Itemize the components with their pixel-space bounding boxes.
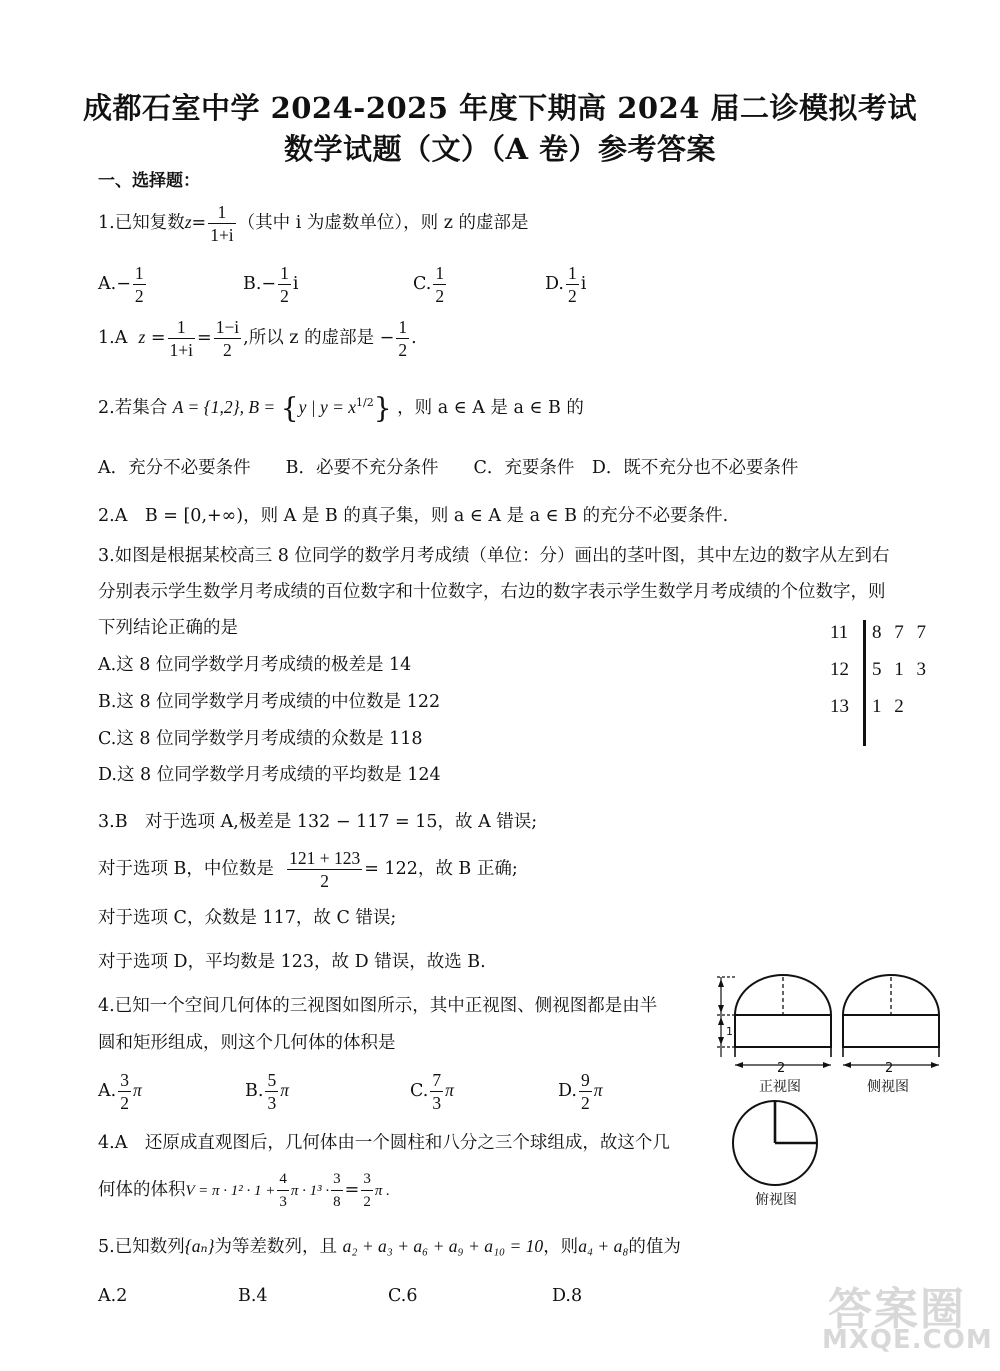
q3-option-a: A.这 8 位同学数学月考成绩的极差是 14 <box>98 655 412 675</box>
side-view <box>843 975 939 1065</box>
q1-suffix: （其中 i 为虚数单位），则 z 的虚部是 <box>237 213 529 233</box>
front-width-mark: 2 <box>777 1061 786 1076</box>
watermark-top-text: 答案圈 <box>828 1284 966 1335</box>
side-view-label: 侧视图 <box>867 1079 909 1095</box>
stem-leaf-plot <box>820 616 940 746</box>
q3-option-b: B.这 8 位同学数学月考成绩的中位数是 122 <box>98 692 441 712</box>
front-view <box>717 975 831 1065</box>
q1-option-b: B.− $\frac{1}{2}$ i <box>243 263 299 306</box>
q1-den: 1+i <box>210 225 234 245</box>
height-mark: 1 <box>726 1025 733 1038</box>
question-3-line-3: 下列结论正确的是 <box>98 618 238 638</box>
q5-option-b: B.4 <box>238 1286 268 1306</box>
top-view-label: 俯视图 <box>755 1192 797 1208</box>
answer-3-line-1: 3.B 对于选项 A,极差是 132 − 117 = 15，故 A 错误; <box>98 812 538 832</box>
watermark-logo <box>818 1271 993 1361</box>
answer-3-line-4: 对于选项 D，平均数是 123，故 D 错误，故选 B. <box>98 952 486 972</box>
stem-row: 11 8 7 7 <box>830 622 930 643</box>
stem-row: 13 1 2 <box>830 696 908 717</box>
answer-4-line-1: 4.A 还原成直观图后，几何体由一个圆柱和八分之三个球组成，故这个几 <box>98 1133 670 1153</box>
question-4-line-2: 圆和矩形组成，则这个几何体的体积是 <box>98 1033 396 1053</box>
q5-option-d: D.8 <box>552 1286 583 1306</box>
answer-3-line-2: 对于选项 B，中位数是 $\frac{121 + 123}{2}$ = 122，故 B 正确; <box>98 848 518 891</box>
question-3-line-2: 分别表示学生数学月考成绩的百位数字和十位数字，右边的数字表示学生数学月考成绩的个位数字，则 <box>98 582 886 602</box>
q1-fraction <box>208 201 235 246</box>
section-heading-choice: 一、选择题： <box>98 171 200 191</box>
stem-row: 12 5 1 3 <box>830 659 930 680</box>
question-1 <box>98 201 529 246</box>
q5-option-c: C.6 <box>388 1286 418 1306</box>
q3-option-d: D.这 8 位同学数学月考成绩的平均数是 124 <box>98 765 441 785</box>
q1-option-a: A.− $\frac{1}{2}$ <box>98 263 144 306</box>
question-2: 2.若集合 A = {1,2}, B = {y | $y = x^{1/2}$} ，则 a ∈ A 是 a ∈ B 的 <box>98 391 584 425</box>
q4-option-d: D. $\frac{9}{2}$ π <box>558 1070 603 1113</box>
three-views-figure <box>715 965 945 1215</box>
question-3-line-1: 3.如图是根据某校高三 8 位同学的数学月考成绩（单位：分）画出的茎叶图，其中左边的数字从左到右 <box>98 546 890 566</box>
answer-4-line-2: 何体的体积V = π · 1² · 1 + $\frac{4}{3}$ π · 1³ · $\frac{3}{8}$ = $\frac{3}{2}$ π . <box>98 1168 390 1213</box>
q3-option-c: C.这 8 位同学数学月考成绩的众数是 118 <box>98 729 423 749</box>
q4-option-a: A. $\frac{3}{2}$ π <box>98 1070 142 1113</box>
answer-2: 2.A B = [0,+∞)，则 A 是 B 的真子集，则 a ∈ A 是 a ∈ B 的充分不必要条件. <box>98 506 729 526</box>
answer-3-line-3: 对于选项 C，众数是 117，故 C 错误; <box>98 908 397 928</box>
q5-option-a: A.2 <box>98 1286 128 1306</box>
three-views-svg <box>715 965 945 1215</box>
q4-option-b: B. $\frac{5}{3}$ π <box>245 1070 289 1113</box>
question-2-options: A．充分不必要条件 B．必要不充分条件 C．充要条件 D．既不充分也不必要条件 <box>98 458 799 478</box>
side-width-mark: 2 <box>885 1061 894 1076</box>
q4-option-c: C. $\frac{7}{3}$ π <box>410 1070 454 1113</box>
top-view <box>733 1101 817 1185</box>
watermark-bottom-text: MXQE.COM <box>822 1325 993 1355</box>
answer-1: 1.A z = $\frac{1}{1+i}$ = $\frac{1-i}{2}$ ,所以 z 的虚部是 − $\frac{1}{2}$ . <box>98 317 417 360</box>
q1-prefix: 1.已知复数 <box>98 213 185 233</box>
question-4-line-1: 4.已知一个空间几何体的三视图如图所示，其中正视图、侧视图都是由半 <box>98 996 658 1016</box>
q1-z: z <box>184 212 192 232</box>
title-line-2: 数学试题（文）（A 卷）参考答案 <box>283 132 717 166</box>
q1-option-d: D. $\frac{1}{2}$ i <box>545 263 587 306</box>
q1-num: 1 <box>208 201 235 224</box>
front-view-label: 正视图 <box>759 1079 801 1095</box>
question-5: 5.已知数列{aₙ}为等差数列，且 a₂ + a₃ + a₆ + a₉ + a₁₀ = 10，则a₄ + a₈的值为 <box>98 1236 681 1257</box>
q1-option-c: C. $\frac{1}{2}$ <box>413 263 445 306</box>
title-line-1: 成都石室中学 2024-2025 年度下期高 2024 届二诊模拟考试 <box>82 91 918 125</box>
q1-eq: = <box>191 213 207 233</box>
